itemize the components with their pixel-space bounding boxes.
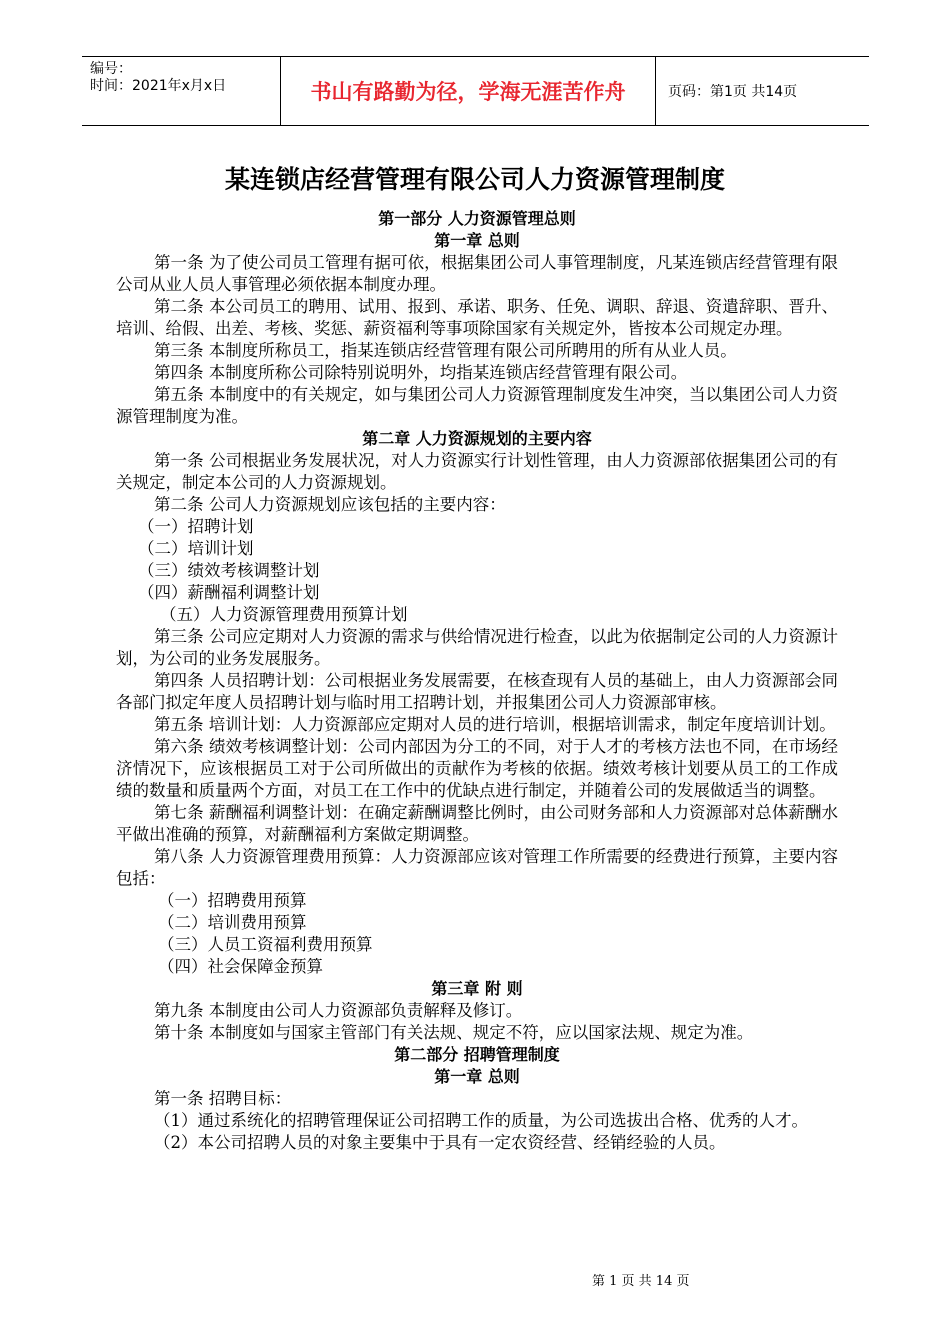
page-footer: 第 1 页 共 14 页	[592, 1274, 690, 1289]
body-paragraph: 第三条 本制度所称员工，指某连锁店经营管理有限公司所聘用的所有从业人员。	[154, 341, 737, 360]
section-heading: 第一部分 人力资源管理总则	[378, 209, 576, 228]
body-paragraph: 第七条 薪酬福利调整计划：在确定薪酬调整比例时，由公司财务部和人力资源部对总体薪酬水平做出准确的预算，对薪酬福利方案做定期调整。	[116, 803, 838, 844]
body-paragraph: 第二条 本公司员工的聘用、试用、报到、承诺、职务、任免、调职、辞退、资遣辞职、晋升、培训、给假、出差、考核、奖惩、薪资福利等事项除国家有关规定外，皆按本公司规定办理。	[116, 297, 838, 338]
section-heading: 第二章 人力资源规划的主要内容	[362, 429, 592, 448]
body-paragraph: 第十条 本制度如与国家主管部门有关法规、规定不符，应以国家法规、规定为准。	[154, 1023, 754, 1042]
body-paragraph: 第六条 绩效考核调整计划：公司内部因为分工的不同，对于人才的考核方法也不同，在市场经济情况下，应该根据员工对于公司所做出的贡献作为考核的依据。绩效考核计划要从员工的工作成绩的数量和质量两个方面，对员工在工作中的优缺点进行制定，并随着公司的发展做适当的调整。	[116, 737, 838, 800]
header-page-info: 页码：第1页 共14页	[668, 84, 798, 100]
document-number-label: 编号：	[90, 61, 132, 77]
list-item: （四）社会保障金预算	[158, 957, 323, 976]
body-paragraph: 第五条 培训计划：人力资源部应定期对人员的进行培训，根据培训需求，制定年度培训计划。	[154, 715, 836, 734]
body-paragraph: 第五条 本制度中的有关规定，如与集团公司人力资源管理制度发生冲突，当以集团公司人力资源管理制度为准。	[116, 385, 838, 426]
list-item: （五）人力资源管理费用预算计划	[160, 605, 408, 624]
section-heading: 第二部分 招聘管理制度	[394, 1045, 560, 1064]
body-paragraph: 第九条 本制度由公司人力资源部负责解释及修订。	[154, 1001, 523, 1020]
list-item: （一）招聘计划	[138, 517, 254, 536]
list-item: （二）培训费用预算	[158, 913, 307, 932]
section-heading: 第三章 附 则	[431, 979, 523, 998]
section-heading: 第一章 总则	[434, 231, 520, 250]
document-time-label: 时间：2021年x月x日	[90, 78, 227, 94]
body-paragraph: 第一条 公司根据业务发展状况，对人力资源实行计划性管理，由人力资源部依据集团公司的有关规定，制定本公司的人力资源规划。	[116, 451, 838, 492]
list-item: （四）薪酬福利调整计划	[138, 583, 320, 602]
body-paragraph: 第四条 本制度所称公司除特别说明外，均指某连锁店经营管理有限公司。	[154, 363, 688, 382]
list-item: （二）培训计划	[138, 539, 254, 558]
list-item: （一）招聘费用预算	[158, 891, 307, 910]
body-paragraph: （2）本公司招聘人员的对象主要集中于具有一定农资经营、经销经验的人员。	[154, 1133, 726, 1152]
body-paragraph: （1）通过系统化的招聘管理保证公司招聘工作的质量，为公司选拔出合格、优秀的人才。	[154, 1111, 808, 1130]
document-body	[116, 208, 838, 1154]
body-paragraph: 第一条 招聘目标：	[154, 1089, 292, 1108]
body-paragraph: 第二条 公司人力资源规划应该包括的主要内容：	[154, 495, 506, 514]
header-table	[82, 56, 869, 126]
section-heading: 第一章 总则	[434, 1067, 520, 1086]
list-item: （三）绩效考核调整计划	[138, 561, 320, 580]
body-paragraph: 第四条 人员招聘计划：公司根据业务发展需要，在核查现有人员的基础上，由人力资源部会同各部门拟定年度人员招聘计划与临时用工招聘计划，并报集团公司人力资源部审核。	[116, 671, 838, 712]
body-paragraph: 第一条 为了使公司员工管理有据可依，根据集团公司人事管理制度，凡某连锁店经营管理有限公司从业人员人事管理必须依据本制度办理。	[116, 253, 838, 294]
header-motto: 书山有路勤为径，学海无涯苦作舟	[281, 57, 656, 125]
header-left-cell	[82, 57, 281, 125]
list-item: （三）人员工资福利费用预算	[158, 935, 373, 954]
document-title: 某连锁店经营管理有限公司人力资源管理制度	[224, 165, 725, 194]
body-paragraph: 第三条 公司应定期对人力资源的需求与供给情况进行检查，以此为依据制定公司的人力资源计划，为公司的业务发展服务。	[116, 627, 838, 668]
body-paragraph: 第八条 人力资源管理费用预算：人力资源部应该对管理工作所需要的经费进行预算，主要内容包括：	[116, 847, 838, 888]
